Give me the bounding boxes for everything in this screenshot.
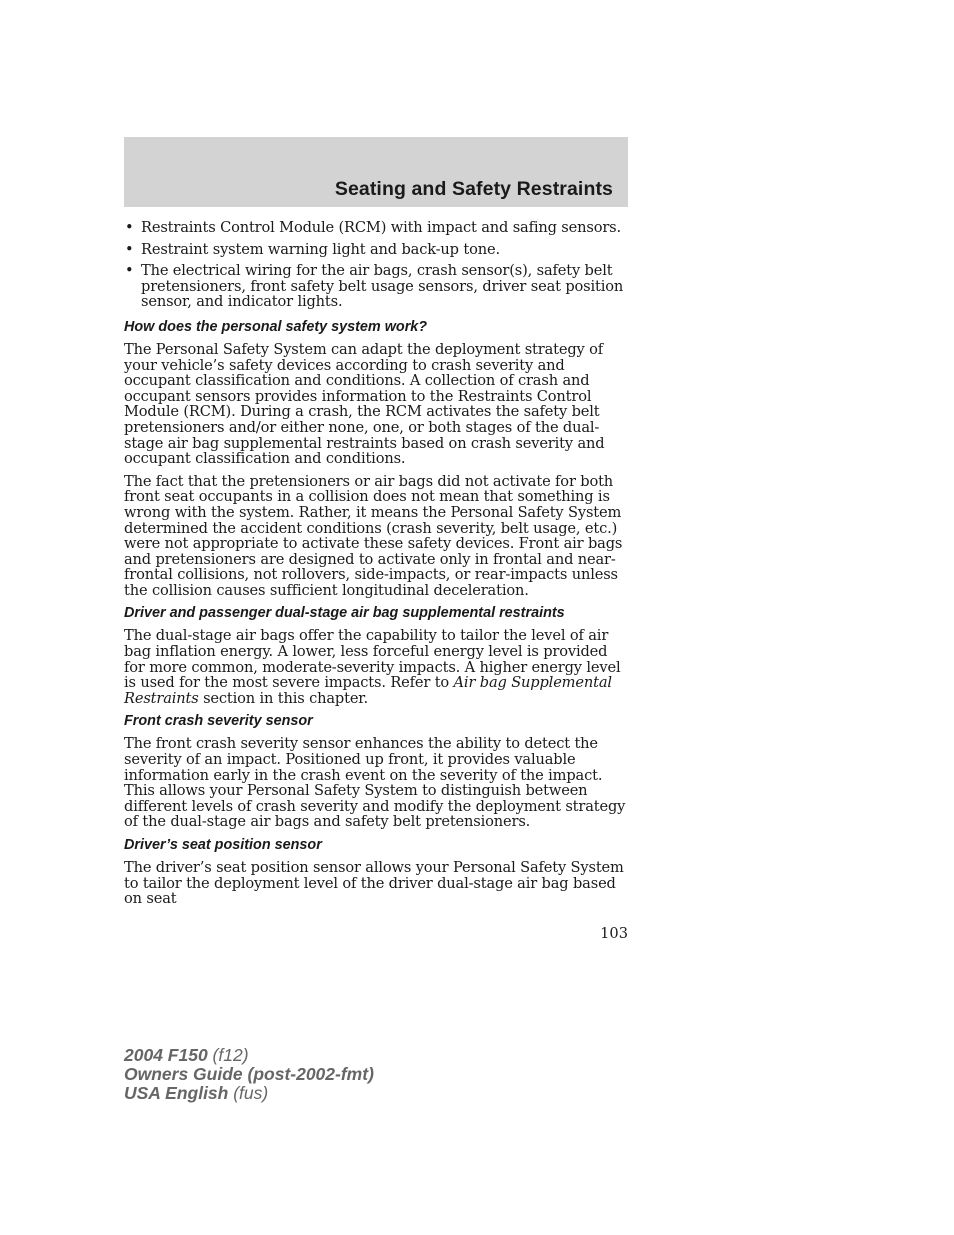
paragraph: The front crash severity sensor enhances the ability to detect the severity of an impact. Positioned up front, it provides valuable information early in the crash event on the severity of the impact. This allows your Personal Safety System to distinguish between different levels of crash severity and modify the deployment strategy of the dual-stage air bags and safety belt pretensioners.: [124, 735, 626, 831]
paragraph: The fact that the pretensioners or air bags did not activate for both front seat occupants in a collision does not mean that something is wrong with the system. Rather, it means the Personal Safety System determined the accident conditions (crash severity, belt usage, etc.) were not appropriate to activate these safety devices. Front air bags and pretensioners are designed to activate only in frontal and near-frontal collisions, not rollovers, side-impacts, or rear-impacts unless the collision causes sufficient longitudinal deceleration.: [124, 472, 623, 599]
footer-language-code: (fus): [228, 1083, 269, 1103]
heading-how-it-works: How does the personal safety system work?: [124, 318, 428, 335]
footer-guide: Owners Guide (post-2002-fmt): [124, 1064, 374, 1084]
page-content: [124, 220, 628, 914]
section-title: Seating and Safety Restraints: [334, 178, 613, 200]
list-item: [124, 263, 628, 310]
paragraph: The driver’s seat position sensor allows your Personal Safety System to tailor the deployment level of the driver dual-stage air bag based on seat: [124, 859, 624, 908]
paragraph: [124, 628, 628, 706]
footer-line-language: [124, 1084, 374, 1103]
paragraph: The Personal Safety System can adapt the deployment strategy of your vehicle’s safety devices according to crash severity and occupant classification and conditions. A collection of crash and occupant sensors provides information to the Restraints Control Module (RCM). During a crash, the RCM activates the safety belt pretensioners and/or either none, one, or both stages of the dual-stage air bag supplemental restraints based on crash severity and occupant classification and conditions.: [124, 340, 605, 468]
footer-line-guide: [124, 1065, 374, 1084]
footer-model-code: (f12): [207, 1045, 249, 1065]
bullet-glyph: •: [125, 262, 134, 280]
list-item: [124, 242, 628, 258]
footer-language: USA English: [124, 1083, 229, 1103]
footer-line-model: [124, 1046, 374, 1065]
component-list: [124, 220, 628, 310]
page-number: 103: [600, 925, 628, 942]
paragraph-text: The dual-stage air bags offer the capability to tailor the level of air bag inflation energy. A lower, less forceful energy level is provided for more common, moderate-severity impacts. A higher energy level is used for the most severe impacts. Refer to: [124, 627, 621, 692]
list-item-text: Restraints Control Module (RCM) with impact and safing sensors.: [141, 219, 621, 236]
heading-dual-stage-air-bags: Driver and passenger dual-stage air bag supplemental restraints: [124, 605, 565, 622]
list-item-text: Restraint system warning light and back-up tone.: [141, 240, 500, 258]
cross-reference: Air bag Supplemental Restraints: [124, 674, 612, 707]
heading-front-crash-sensor: Front crash severity sensor: [124, 713, 313, 730]
section-header-band: [124, 137, 628, 207]
list-item: [124, 220, 628, 236]
document-footer: [124, 1046, 374, 1103]
footer-model: 2004 F150: [124, 1045, 208, 1065]
list-item-text: The electrical wiring for the air bags, crash sensor(s), safety belt pretensioners, front safety belt usage sensors, driver seat position sensor, and indicator lights.: [141, 262, 624, 311]
bullet-glyph: •: [125, 240, 134, 258]
heading-seat-position-sensor: Driver’s seat position sensor: [124, 837, 322, 853]
paragraph-text: section in this chapter.: [198, 689, 369, 707]
bullet-glyph: •: [125, 219, 134, 236]
